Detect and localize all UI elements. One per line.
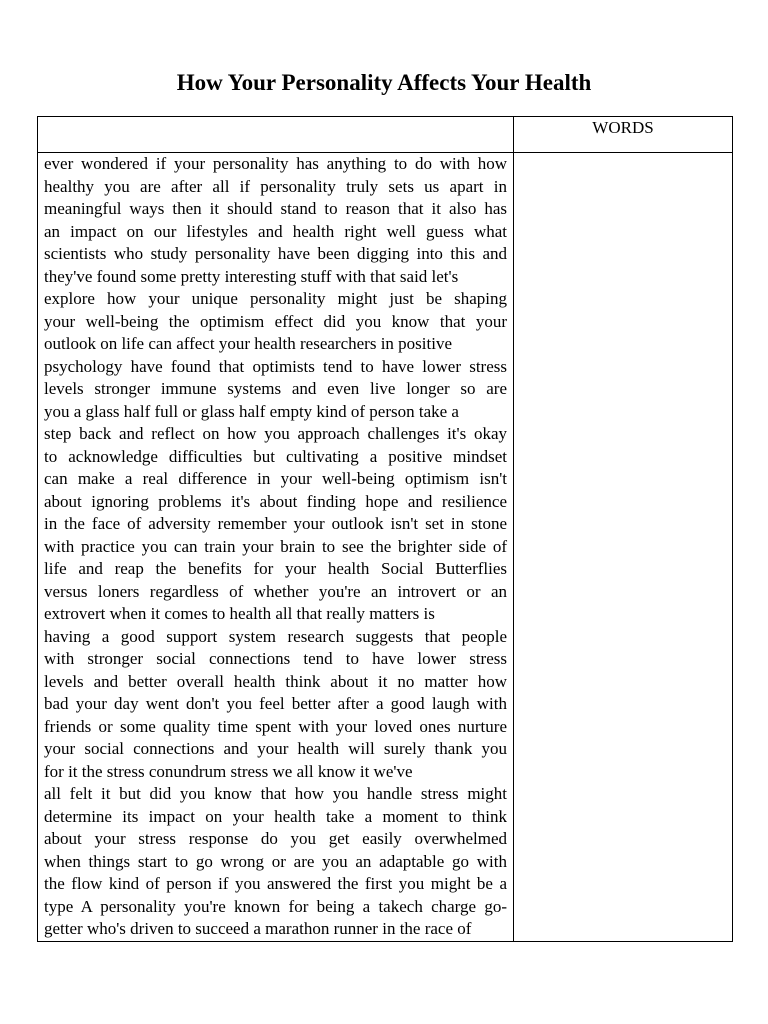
passage-line: meaningful ways then it should stand to reason that it also has	[44, 199, 507, 218]
passage-line: to acknowledge difficulties but cultivating a positive mindset	[44, 446, 507, 466]
passage-line: all felt it but did you know that how you handle stress might	[44, 784, 507, 803]
passage-line: bad your day went don't you feel better after a good laugh with	[44, 694, 507, 713]
passage-line: your social connections and your health will surely thank you	[44, 739, 507, 758]
passage-line: life and reap the benefits for your health Social Butterflies	[44, 559, 507, 578]
words-column-header: WORDS	[514, 117, 733, 153]
passage-line: they've found some pretty interesting stuff with that said let's	[44, 266, 459, 286]
passage-line: friends or some quality time spent with your loved ones nurture	[44, 716, 507, 736]
passage-line: levels and better overall health think about it no matter how	[44, 671, 507, 691]
words-answer-cell	[514, 153, 733, 942]
passage-line: determine its impact on your health take a moment to think	[44, 806, 507, 826]
passage-line: you a glass half full or glass half empty kind of person take a	[44, 401, 459, 421]
passage-line: when things start to go wrong or are you an adaptable go with	[44, 851, 507, 871]
passage-line: your well-being the optimism effect did you know that your	[44, 311, 507, 331]
passage-line: an impact on our lifestyles and health right well guess what	[44, 221, 507, 241]
passage-line: with stronger social connections tend to have lower stress	[44, 649, 507, 668]
passage-line: levels stronger immune systems and even live longer so are	[44, 379, 507, 398]
passage-line: with practice you can train your brain to see the brighter side of	[44, 536, 507, 556]
passage-line: step back and reflect on how you approach challenges it's okay	[44, 424, 507, 443]
passage-line: extrovert when it comes to health all that really matters is	[44, 604, 435, 623]
passage-line: ever wondered if your personality has anything to do with how	[44, 154, 507, 173]
passage-line: in the face of adversity remember your outlook isn't set in stone	[44, 514, 507, 533]
passage-text-cell	[38, 153, 514, 942]
passage-line: getter who's driven to succeed a marathon runner in the race of	[44, 919, 472, 938]
passage-line: versus loners regardless of whether you're an introvert or an	[44, 581, 507, 601]
passage-line: about ignoring problems it's about finding hope and resilience	[44, 491, 507, 511]
passage-line: type A personality you're known for being a takech charge go-	[44, 896, 507, 916]
passage-line: the flow kind of person if you answered the first you might be a	[44, 874, 507, 893]
passage-line: can make a real difference in your well-being optimism isn't	[44, 469, 507, 488]
passage-line: scientists who study personality have been digging into this and	[44, 244, 507, 263]
header-cell-left	[38, 117, 514, 153]
table-header-row	[38, 117, 733, 153]
table-body-row	[38, 153, 733, 942]
passage-line: about your stress response do you get easily overwhelmed	[44, 829, 507, 848]
page-title: How Your Personality Affects Your Health	[176, 70, 592, 95]
passage-line: psychology have found that optimists tend to have lower stress	[44, 356, 507, 376]
passage-line: having a good support system research suggests that people	[44, 626, 507, 646]
passage-line: outlook on life can affect your health researchers in positive	[44, 334, 453, 353]
worksheet-table	[37, 116, 733, 942]
passage-line: for it the stress conundrum stress we all know it we've	[44, 761, 413, 781]
passage-line: explore how your unique personality might just be shaping	[44, 289, 507, 308]
passage-line: healthy you are after all if personality truly sets us apart in	[44, 176, 507, 196]
